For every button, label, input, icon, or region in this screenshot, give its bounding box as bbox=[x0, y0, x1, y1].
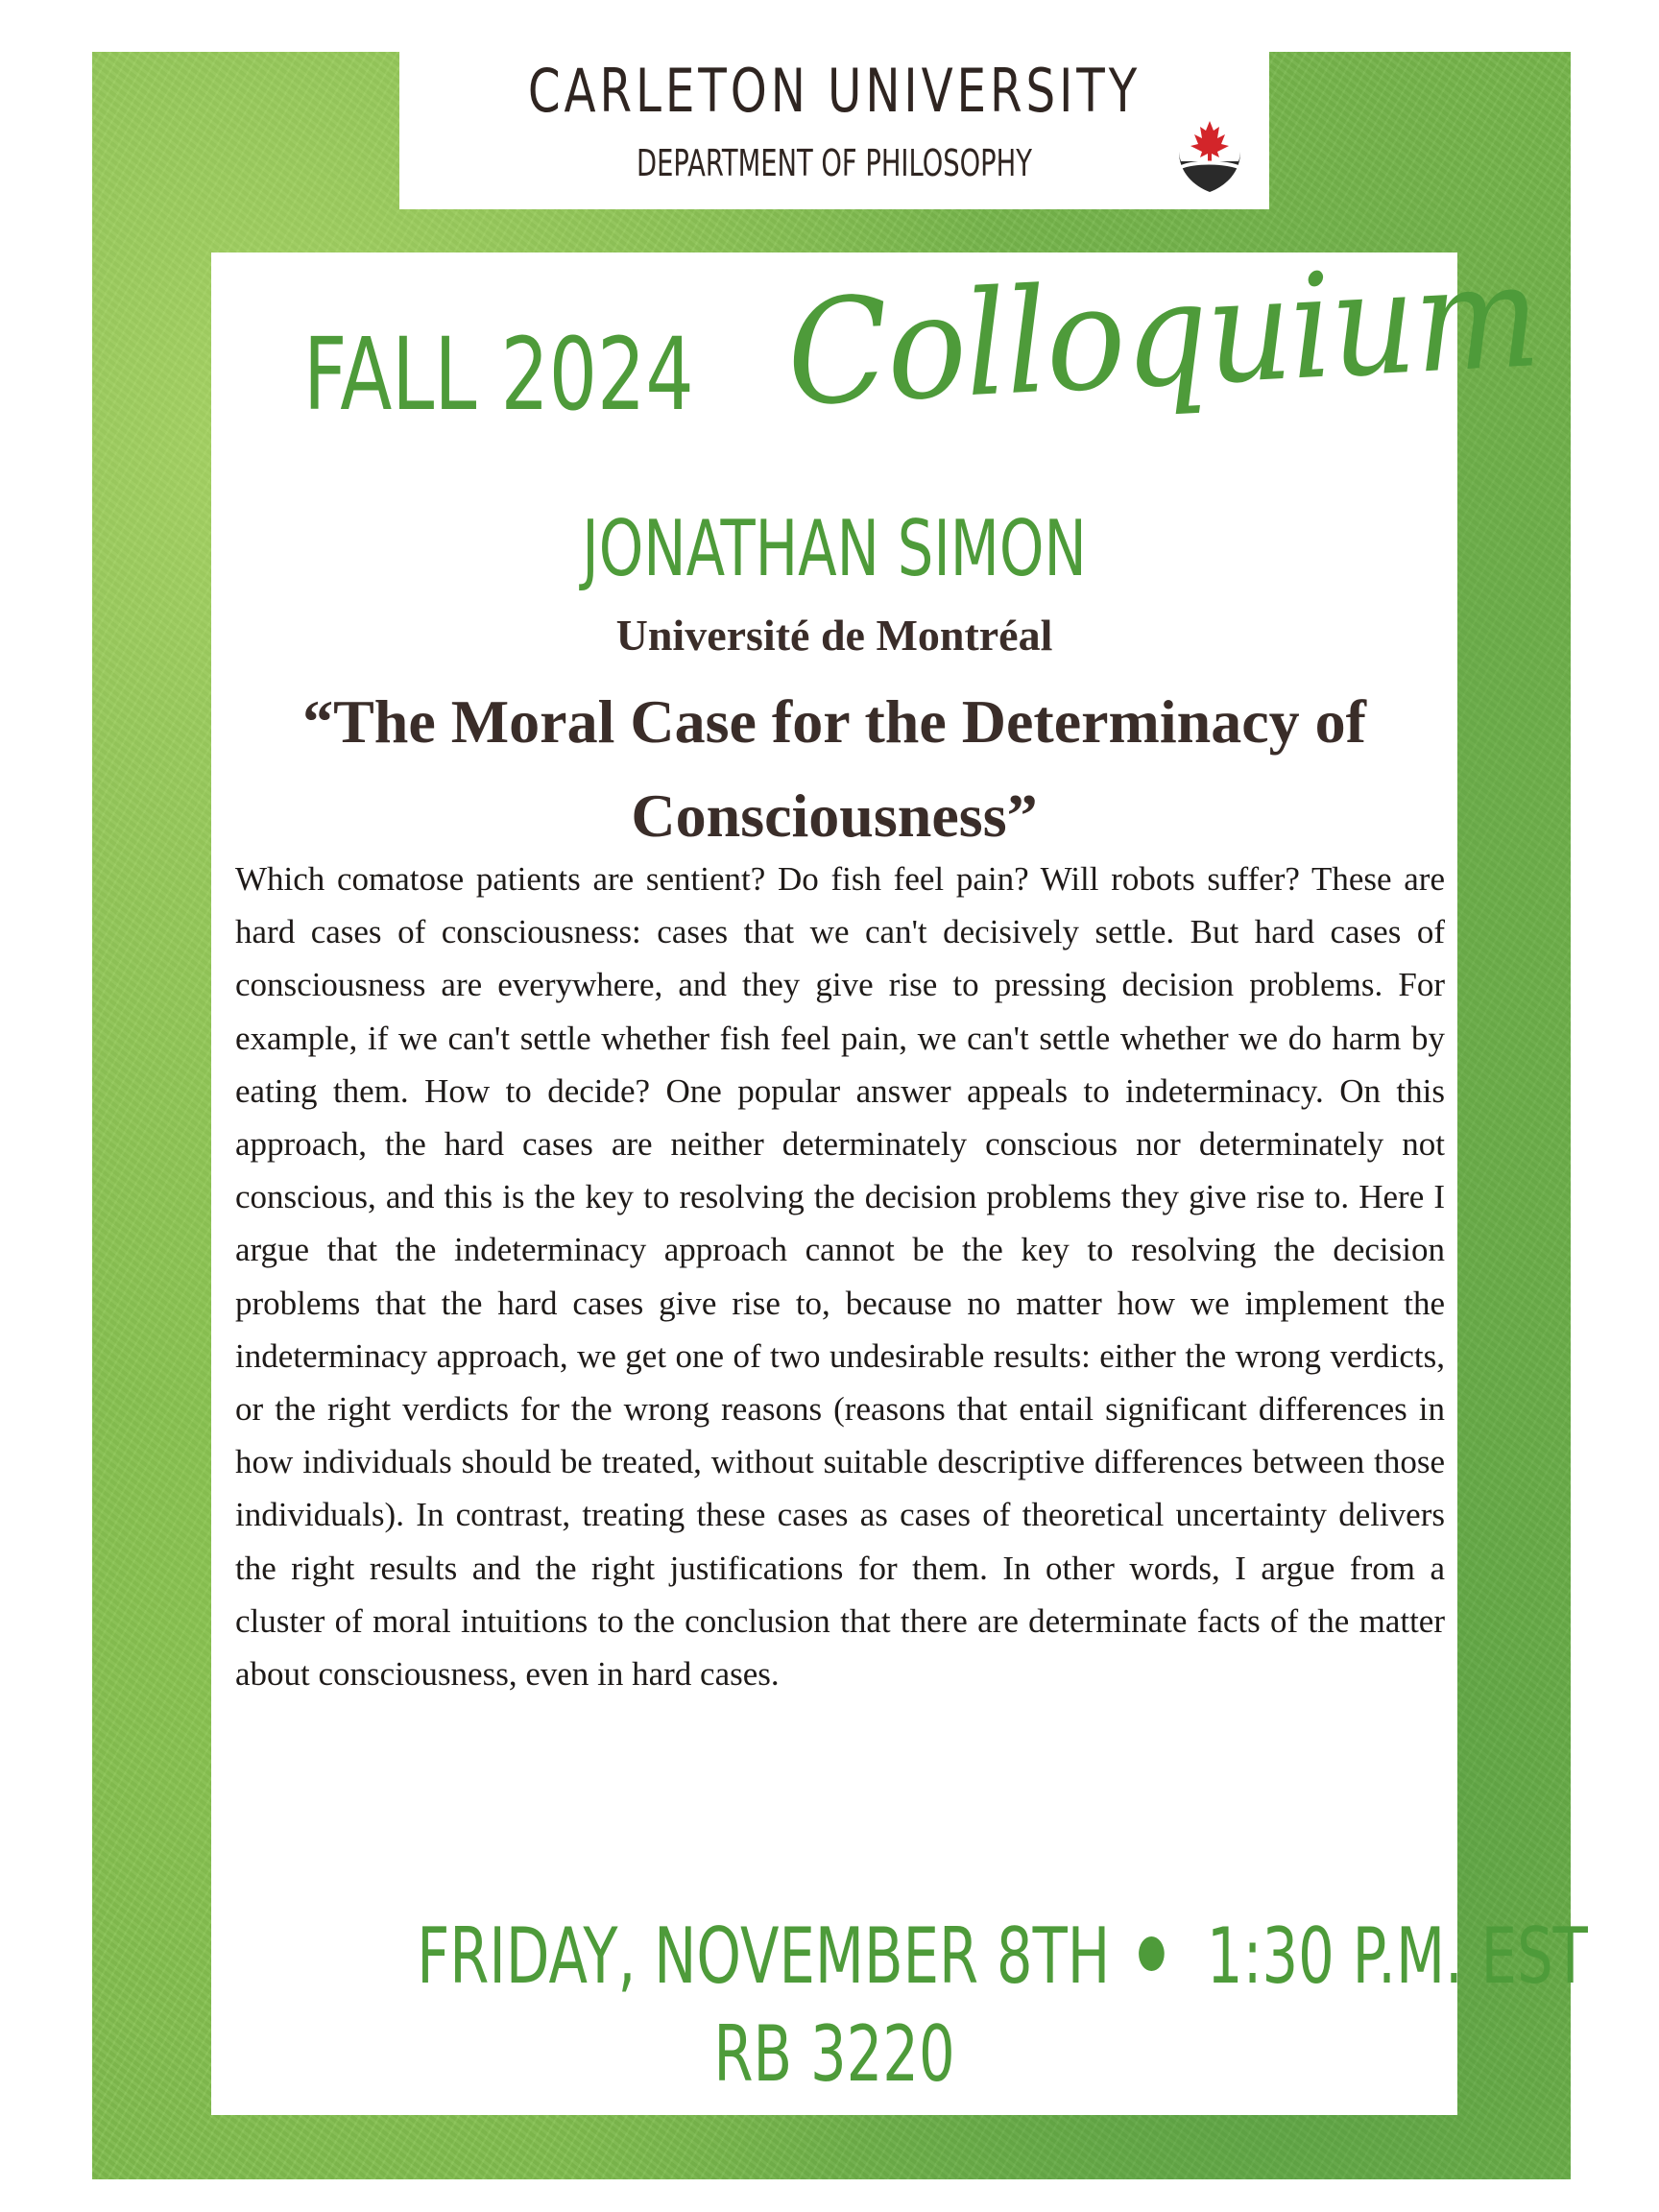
talk-abstract: Which comatose patients are sentient? Do fish feel pain? Will robots suffer? These are hard cases of consciousness: cases that we can't decisively settle. But hard cases of consciousness are everywhere, and they give rise to pressing decision problems. For example, if we can't settle whether fish feel pain, we can't settle whether we do harm by eating them. How to decide? One popular answer appeals to indeterminacy. On this approach, the hard cases are neither determinately conscious nor determinately not conscious, and this is the key to resolving the decision problems they give rise to. Here I argue that the indeterminacy approach cannot be the key to resolving the decision problems that the hard cases give rise to, because no matter how we implement the indeterminacy approach, we get one of two undesirable results: either the wrong verdicts, or the right verdicts for the wrong reasons (reasons that entail significant differences in how individuals should be treated, without suitable descriptive differences between those individuals). In contrast, treating these cases as cases of theoretical uncertainty delivers the right results and the right justifications for them. In other words, I argue from a cluster of moral intuitions to the conclusion that there are determinate facts of the matter about consciousness, even in hard cases. bbox=[235, 860, 1445, 1694]
university-name: CARLETON UNIVERSITY bbox=[527, 56, 1142, 126]
event-date: FRIDAY, NOVEMBER 8TH bbox=[417, 1911, 1111, 2001]
department-name: DEPARTMENT OF PHILOSOPHY bbox=[637, 142, 1032, 184]
series-script-heading: Colloquium bbox=[782, 232, 1543, 439]
header-banner bbox=[399, 46, 1269, 209]
speaker-name: JONATHAN SIMON bbox=[582, 504, 1087, 593]
event-time: 1:30 P.M. EST bbox=[1206, 1911, 1588, 2001]
speaker-affiliation: Université de Montréal bbox=[615, 611, 1053, 660]
term-heading: FALL 2024 bbox=[303, 316, 694, 433]
event-room: RB 3220 bbox=[713, 2009, 955, 2099]
date-time-line bbox=[211, 1911, 1588, 2001]
main-content-panel bbox=[211, 232, 1588, 2115]
talk-title: “The Moral Case for the Determinacy of Consciousness” bbox=[302, 687, 1366, 850]
bullet-dot-icon bbox=[1139, 1936, 1165, 1971]
carleton-shield-icon bbox=[1175, 113, 1244, 194]
